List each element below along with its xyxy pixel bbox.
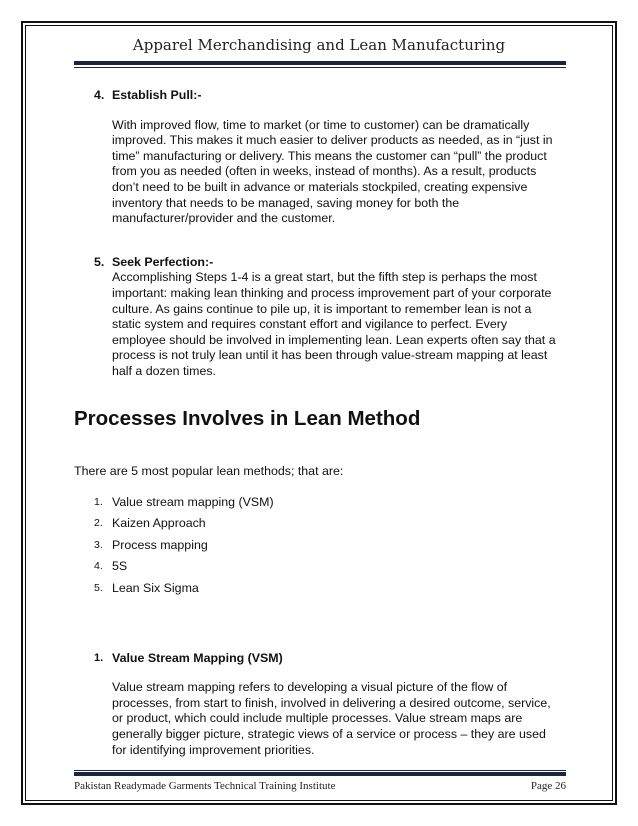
section-intro: There are 5 most popular lean methods; that are: [74,463,344,478]
list-item [74,556,566,578]
text-line: don’t need to be built in advance or materials stockpiled, creating expensive [112,179,528,194]
text-line: generally bigger picture, strategic views of a service or process – they are used [112,726,546,741]
footer-rule [74,772,566,776]
list-number: 2. [94,517,103,530]
page-content [74,88,566,758]
footer-institute: Pakistan Readymade Garments Technical Training Institute [74,780,336,792]
list-item [74,513,566,535]
running-header: Apparel Merchandising and Lean Manufacturing [132,36,506,54]
subsection-body [112,680,566,758]
text-line: improved. This makes it much easier to deliver products as needed, as in “just in [112,133,553,148]
list-number: 4. [94,560,103,573]
text-line: manufacturer/provider and the customer. [112,211,336,226]
header-rule [74,61,566,65]
list-label: Lean Six Sigma [112,580,199,595]
page-number: Page 26 [530,780,566,792]
text-line: With improved flow, time to market (or time to customer) can be dramatically [112,117,530,132]
step-title: Seek Perfection:- [112,254,214,269]
methods-list [74,491,566,599]
subsection-number: 1. [94,651,104,664]
step-title: Establish Pull:- [112,88,202,102]
step-number: 5. [94,254,105,269]
text-line: or product, which could include multiple processes. Value stream maps are [112,711,523,726]
text-line: process is not truly lean until it has been through value-stream mapping at least [112,348,548,363]
text-line: half a dozen times. [112,363,217,378]
list-number: 1. [94,495,103,508]
text-line: processes, from start to finish, involved in delivering a desired outcome, service, [112,695,551,710]
list-label: Process mapping [112,537,208,552]
list-label: 5S [112,559,128,574]
text-line: culture. As gains continue to pile up, it is important to remember lean is not a [112,301,532,316]
text-line: employee should be involved in implementing lean. Lean experts often say that a [112,332,556,347]
text-line: static system and requires constant effort and vigilance to perfect. Every [112,317,508,332]
footer-rule-thin [74,770,566,771]
text-line: inventory that needs to be managed, saving money for both the [112,195,460,210]
subsection-title: Value Stream Mapping (VSM) [112,650,283,665]
list-item [74,534,566,556]
list-number: 3. [94,538,103,551]
step-number: 4. [94,88,105,102]
text-line: Value stream mapping refers to developing a visual picture of the flow of [112,680,508,695]
text-line: important: making lean thinking and process improvement part of your corporate [112,285,552,300]
list-number: 5. [94,581,103,594]
list-label: Value stream mapping (VSM) [112,494,274,509]
list-label: Kaizen Approach [112,516,206,531]
step-body [112,118,566,227]
text-line: from you as needed (often in weeks, instead of months). As a result, products [112,164,537,179]
list-item [74,491,566,513]
header-rule-thin [74,67,566,68]
text-line: time” manufacturing or delivery. This means the customer can “pull” the product [112,148,547,163]
text-line: for identifying improvement priorities. [112,742,315,757]
step-establish-pull [74,88,566,227]
step-seek-perfection [74,255,566,380]
list-item [74,577,566,599]
section-heading: Processes Involves in Lean Method [74,406,421,430]
text-line: Accomplishing Steps 1-4 is a great start, but the fifth step is perhaps the most [112,270,537,285]
step-body [112,270,566,379]
subsection-vsm [74,651,566,759]
